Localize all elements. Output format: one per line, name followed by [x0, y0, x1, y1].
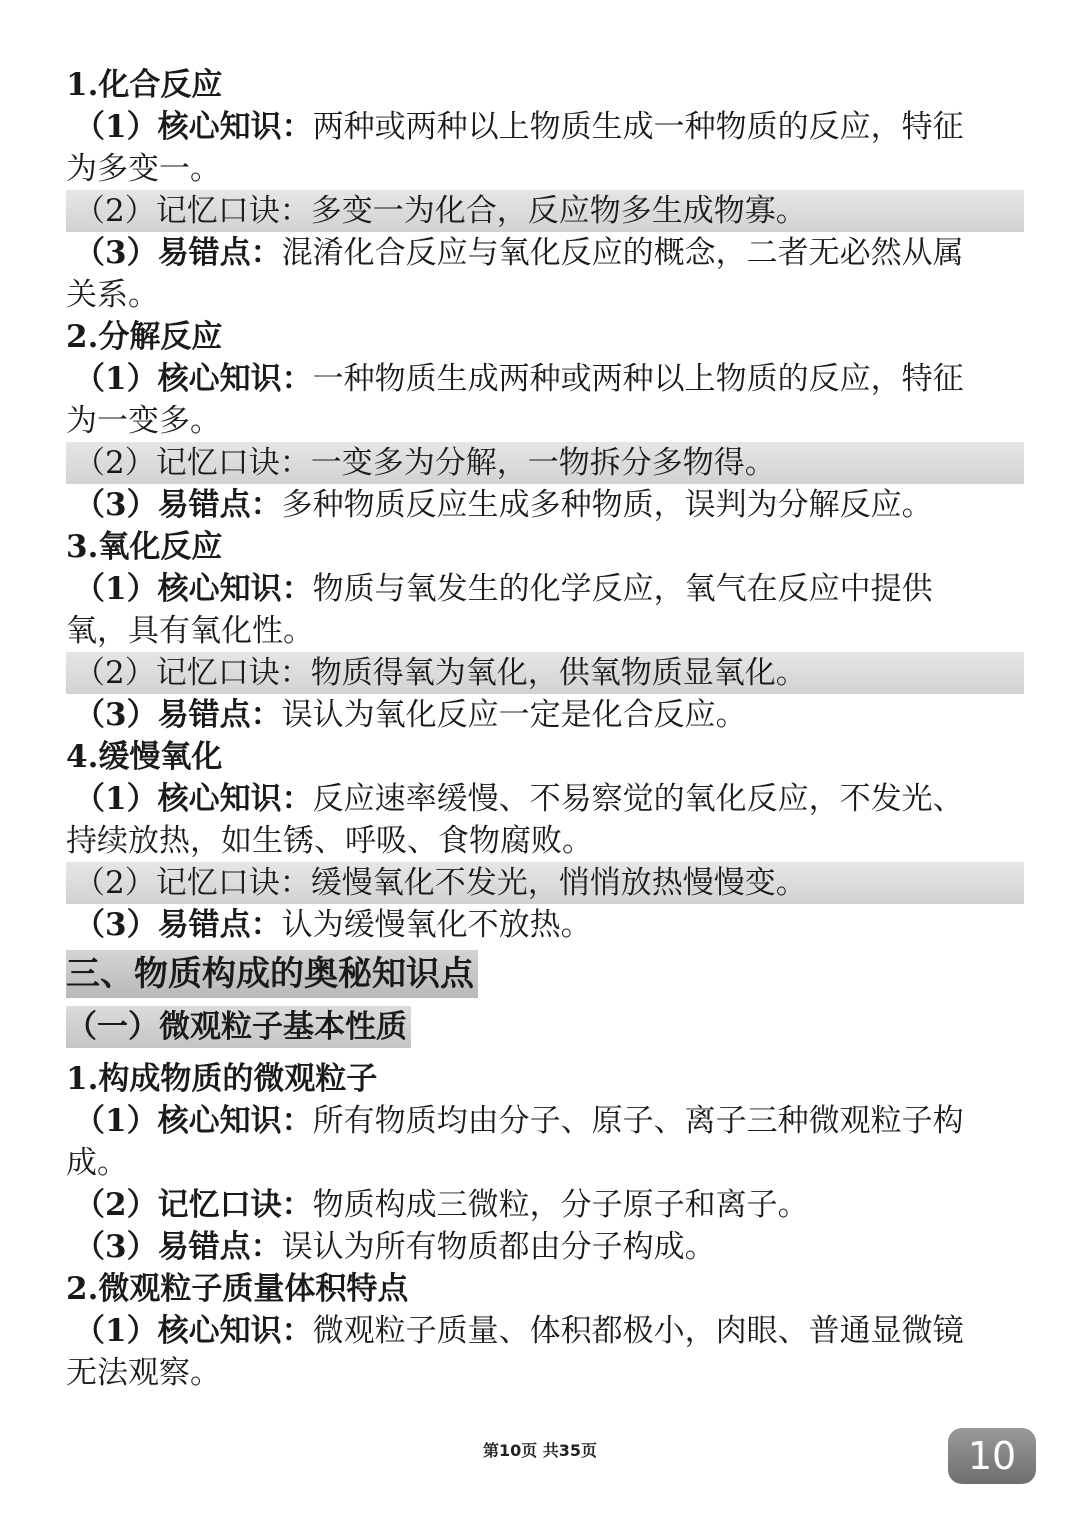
mnemonic-text: 多变一为化合，反应物多生成物寡。 — [310, 193, 807, 229]
mnemonic-line — [66, 1184, 1016, 1226]
core-knowledge-text: 物质与氧发生的化学反应，氧气在反应中提供 — [312, 571, 933, 607]
core-knowledge-line — [66, 1100, 1016, 1142]
core-knowledge-continuation: 为一变多。 — [66, 403, 221, 439]
subsection-title-row — [66, 998, 1016, 1058]
heading-decomposition-reaction: 2.分解反应 — [66, 319, 223, 355]
heading-combination-reaction: 1.化合反应 — [66, 67, 223, 103]
pitfall-continuation: 关系。 — [66, 277, 159, 313]
heading-slow-oxidation: 4.缓慢氧化 — [66, 739, 223, 775]
mnemonic-line — [66, 652, 1024, 694]
core-knowledge-label: （1）核心知识： — [74, 781, 313, 817]
heading-particle-mass-volume: 2.微观粒子质量体积特点 — [66, 1271, 409, 1307]
core-knowledge-label: （1）核心知识： — [74, 1313, 313, 1349]
chapter-title: 三、物质构成的奥秘知识点 — [66, 950, 478, 998]
pitfall-label: （3）易错点： — [74, 907, 282, 943]
pitfall-text: 认为缓慢氧化不放热。 — [281, 907, 592, 943]
mnemonic-line — [66, 862, 1024, 904]
subsection-title: （一）微观粒子基本性质 — [66, 1006, 411, 1048]
mnemonic-text: 缓慢氧化不发光，悄悄放热慢慢变。 — [310, 865, 807, 901]
page-footer: 第10页 共35页 — [482, 1441, 598, 1460]
core-knowledge-text: 微观粒子质量、体积都极小，肉眼、普通显微镜 — [312, 1313, 964, 1349]
pitfall-label: （3）易错点： — [74, 1229, 282, 1265]
core-knowledge-continuation: 持续放热，如生锈、呼吸、食物腐败。 — [66, 823, 593, 859]
core-knowledge-line — [66, 106, 1016, 148]
core-knowledge-text: 反应速率缓慢、不易察觉的氧化反应，不发光、 — [312, 781, 964, 817]
mnemonic-line — [66, 442, 1024, 484]
pitfall-line — [66, 484, 1016, 526]
mnemonic-text: 物质得氧为氧化，供氧物质显氧化。 — [310, 655, 807, 691]
core-knowledge-text: 所有物质均由分子、原子、离子三种微观粒子构 — [312, 1103, 964, 1139]
pitfall-text: 混淆化合反应与氧化反应的概念，二者无必然从属 — [281, 235, 964, 271]
chapter-title-row — [66, 946, 1016, 998]
pitfall-label: （3）易错点： — [74, 487, 282, 523]
pitfall-text: 误认为所有物质都由分子构成。 — [281, 1229, 716, 1265]
core-knowledge-label: （1）核心知识： — [74, 1103, 313, 1139]
core-knowledge-label: （1）核心知识： — [74, 361, 313, 397]
core-knowledge-label: （1）核心知识： — [74, 571, 313, 607]
core-knowledge-continuation: 氧，具有氧化性。 — [66, 613, 314, 649]
mnemonic-label: （2）记忆口诀： — [74, 655, 311, 691]
core-knowledge-text: 一种物质生成两种或两种以上物质的反应，特征 — [312, 361, 964, 397]
mnemonic-text: 物质构成三微粒，分子原子和离子。 — [312, 1187, 809, 1223]
core-knowledge-text: 两种或两种以上物质生成一种物质的反应，特征 — [312, 109, 964, 145]
page-number-badge: 10 — [948, 1428, 1036, 1484]
mnemonic-label: （2）记忆口诀： — [74, 445, 311, 481]
pitfall-line — [66, 694, 1016, 736]
mnemonic-line — [66, 190, 1024, 232]
core-knowledge-continuation: 成。 — [66, 1145, 128, 1181]
core-knowledge-line — [66, 1310, 1016, 1352]
pitfall-line — [66, 904, 1016, 946]
core-knowledge-line — [66, 568, 1016, 610]
heading-micro-particles: 1.构成物质的微观粒子 — [66, 1061, 378, 1097]
core-knowledge-line — [66, 778, 1016, 820]
core-knowledge-continuation: 为多变一。 — [66, 151, 221, 187]
core-knowledge-line — [66, 358, 1016, 400]
mnemonic-label: （2）记忆口诀： — [74, 193, 311, 229]
document-page — [66, 64, 1016, 1394]
pitfall-line — [66, 1226, 1016, 1268]
pitfall-text: 误认为氧化反应一定是化合反应。 — [281, 697, 747, 733]
pitfall-line — [66, 232, 1016, 274]
mnemonic-label: （2）记忆口诀： — [74, 1187, 313, 1223]
core-knowledge-continuation: 无法观察。 — [66, 1355, 221, 1391]
pitfall-text: 多种物质反应生成多种物质，误判为分解反应。 — [281, 487, 933, 523]
pitfall-label: （3）易错点： — [74, 697, 282, 733]
mnemonic-text: 一变多为分解，一物拆分多物得。 — [310, 445, 776, 481]
core-knowledge-label: （1）核心知识： — [74, 109, 313, 145]
pitfall-label: （3）易错点： — [74, 235, 282, 271]
mnemonic-label: （2）记忆口诀： — [74, 865, 311, 901]
heading-oxidation-reaction: 3.氧化反应 — [66, 529, 223, 565]
